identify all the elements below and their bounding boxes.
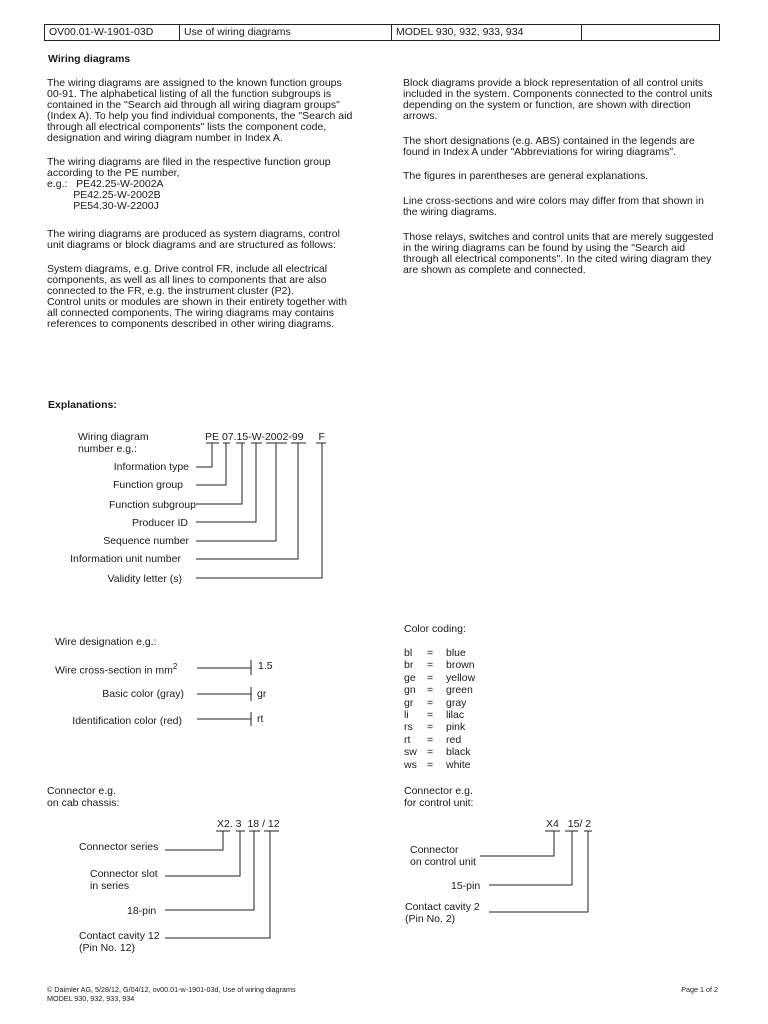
color-code: br xyxy=(404,659,414,672)
color-eq: = xyxy=(427,758,434,771)
cab-item-pin-count: 18-pin xyxy=(127,905,157,917)
color-name: green xyxy=(446,684,473,697)
color-code: ws xyxy=(404,758,417,771)
wd-item-function-subgroup: Function subgroup xyxy=(109,499,196,511)
color-eq: = xyxy=(427,696,434,709)
wd-part-prefix: PE xyxy=(205,431,220,443)
cu-item-connector: Connector on control unit xyxy=(410,844,476,868)
color-code: li xyxy=(404,708,409,721)
wd-item-information-type: Information type xyxy=(113,461,189,473)
wd-item-validity-letter: Validity letter (s) xyxy=(107,573,182,585)
paragraph-relays: Those relays, switches and control units that are merely suggested in the wiring diagrams can be found by using the "Search aid through all electrical components". In the cited wiring diagram they are shown as complete and connected. xyxy=(403,231,714,276)
color-eq: = xyxy=(427,733,434,746)
cab-pin-count: 18 xyxy=(247,818,260,830)
wd-item-function-group: Function group xyxy=(112,479,183,491)
footer-page-number: Page 1 of 2 xyxy=(681,985,718,994)
wd-part-function-subgroup: 15 xyxy=(236,431,249,443)
wd-number-label: Wiring diagram number e.g.: xyxy=(78,431,149,455)
color-eq: = xyxy=(427,659,434,672)
cab-item-contact-cavity: Contact cavity 12 (Pin No. 12) xyxy=(79,930,160,954)
wire-item-label: Wire cross-section in mm xyxy=(55,664,173,677)
color-code: sw xyxy=(404,746,417,759)
color-eq: = xyxy=(427,708,434,721)
paragraph-block-diagrams: Block diagrams provide a block representation of all control units included in the system. Components connected to the control units depending on the system or function, are shown with direction arrows. xyxy=(403,77,713,122)
wd-part-producer-id: W xyxy=(251,431,262,443)
color-coding-title: Color coding: xyxy=(404,623,466,635)
explanations-heading: Explanations: xyxy=(48,399,117,411)
color-code: rt xyxy=(404,733,411,746)
connector-cab-title: Connector e.g. on cab chassis: xyxy=(47,785,120,809)
color-code: bl xyxy=(404,647,413,659)
color-eq: = xyxy=(427,671,434,684)
wd-sep-1: - xyxy=(248,431,252,443)
paragraph-intro: The wiring diagrams are assigned to the known function groups 00-91. The alphabetical listing of all the function subgroups is contained in the "Search aid through all wiring diagram groups" (Index A). To help you find individual components, the "Search aid through all electrical components" lists the component code, designation and wiring diagram number in Index A. xyxy=(47,77,353,144)
color-name: pink xyxy=(446,721,466,734)
cu-connector: X4 xyxy=(546,818,559,830)
color-name: brown xyxy=(446,659,475,672)
wd-part-sequence: 2002 xyxy=(264,431,289,443)
color-name: lilac xyxy=(446,708,465,721)
cu-separator: / xyxy=(579,818,583,830)
paragraph-short-designations: The short designations (e.g. ABS) contained in the legends are found in Index A under "Abbreviations for wiring diagrams". xyxy=(403,135,695,158)
wire-value-cross-section: 1.5 xyxy=(258,660,273,672)
model-cell: MODEL 930, 932, 933, 934 xyxy=(392,25,582,40)
wd-part-info-unit: 99 xyxy=(291,431,304,443)
color-name: blue xyxy=(446,647,466,659)
color-eq: = xyxy=(427,746,434,759)
wire-item-superscript: 2 xyxy=(172,662,178,671)
cab-item-connector-slot: Connector slot in series xyxy=(90,868,158,892)
wire-item-identification-color: Identification color (red) xyxy=(72,715,182,727)
cu-item-contact-cavity: Contact cavity 2 (Pin No. 2) xyxy=(405,901,480,925)
page-title: Wiring diagrams xyxy=(48,53,131,65)
wd-sep-2: - xyxy=(261,431,265,443)
paragraph-filing: The wiring diagrams are filed in the respective function group according to the PE number, e.g.: PE42.25-W-2002A PE42.25-W-2002B PE54.30-W-2200J xyxy=(47,156,331,212)
wd-sep-dot: . xyxy=(233,431,237,443)
color-eq: = xyxy=(427,684,434,697)
footer-copyright: © Daimler AG, 5/28/12, G/04/12, ov00.01-w-1901-03d, Use of wiring diagrams MODEL 930, 932, 933, 934 xyxy=(47,985,296,1003)
cu-item-pin-count: 15-pin xyxy=(451,880,481,892)
cu-pin-count: 15 xyxy=(567,818,580,830)
color-code: gr xyxy=(404,696,414,709)
color-name: red xyxy=(446,733,462,746)
doc-id-cell: OV00.01-W-1901-03D xyxy=(45,25,180,40)
doc-title-cell: Use of wiring diagrams xyxy=(180,25,392,40)
color-code: gn xyxy=(404,684,416,697)
color-name: yellow xyxy=(446,671,476,684)
wire-item-basic-color: Basic color (gray) xyxy=(102,688,184,700)
wire-value-basic-color: gr xyxy=(257,688,267,700)
wire-designation-title: Wire designation e.g.: xyxy=(55,636,157,648)
paragraph-system-diagrams: System diagrams, e.g. Drive control FR, include all electrical components, as well as all lines to components that are also connected to the FR, e.g. the instrument cluster (P2). Control units or modules are shown in their entirety together with all connected components. The wiring diagrams may contains references to components described in other wiring diagrams. xyxy=(47,263,347,330)
color-code: ge xyxy=(404,671,416,684)
color-name: black xyxy=(446,746,471,759)
cab-contact-cavity: 12 xyxy=(267,818,280,830)
paragraph-structure: The wiring diagrams are produced as system diagrams, control unit diagrams or block diagrams and are structured as follows: xyxy=(47,228,340,251)
color-code: rs xyxy=(404,721,413,734)
wd-item-producer-id: Producer ID xyxy=(131,517,188,529)
wd-part-validity: F xyxy=(318,431,325,443)
wd-item-info-unit-number: Information unit number xyxy=(70,553,181,565)
color-eq: = xyxy=(427,647,434,659)
wd-item-sequence-number: Sequence number xyxy=(103,535,189,547)
color-eq: = xyxy=(427,721,434,734)
paragraph-parentheses: The figures in parentheses are general explanations. xyxy=(403,170,649,182)
connector-cu-title: Connector e.g. for control unit: xyxy=(404,785,474,809)
cab-separator: / xyxy=(262,818,265,830)
color-name: white xyxy=(446,758,471,771)
color-name: gray xyxy=(446,696,467,709)
wd-sep-3: - xyxy=(288,431,292,443)
wire-value-identification-color: rt xyxy=(257,713,264,725)
cab-connector-series: X2. 3 xyxy=(217,818,242,830)
cu-contact-cavity: 2 xyxy=(585,818,592,830)
wd-part-function-group: 07 xyxy=(221,431,234,443)
cab-item-connector-series: Connector series xyxy=(79,841,159,853)
paragraph-line-cross-sections: Line cross-sections and wire colors may differ from that shown in the wiring diagrams. xyxy=(403,195,704,218)
